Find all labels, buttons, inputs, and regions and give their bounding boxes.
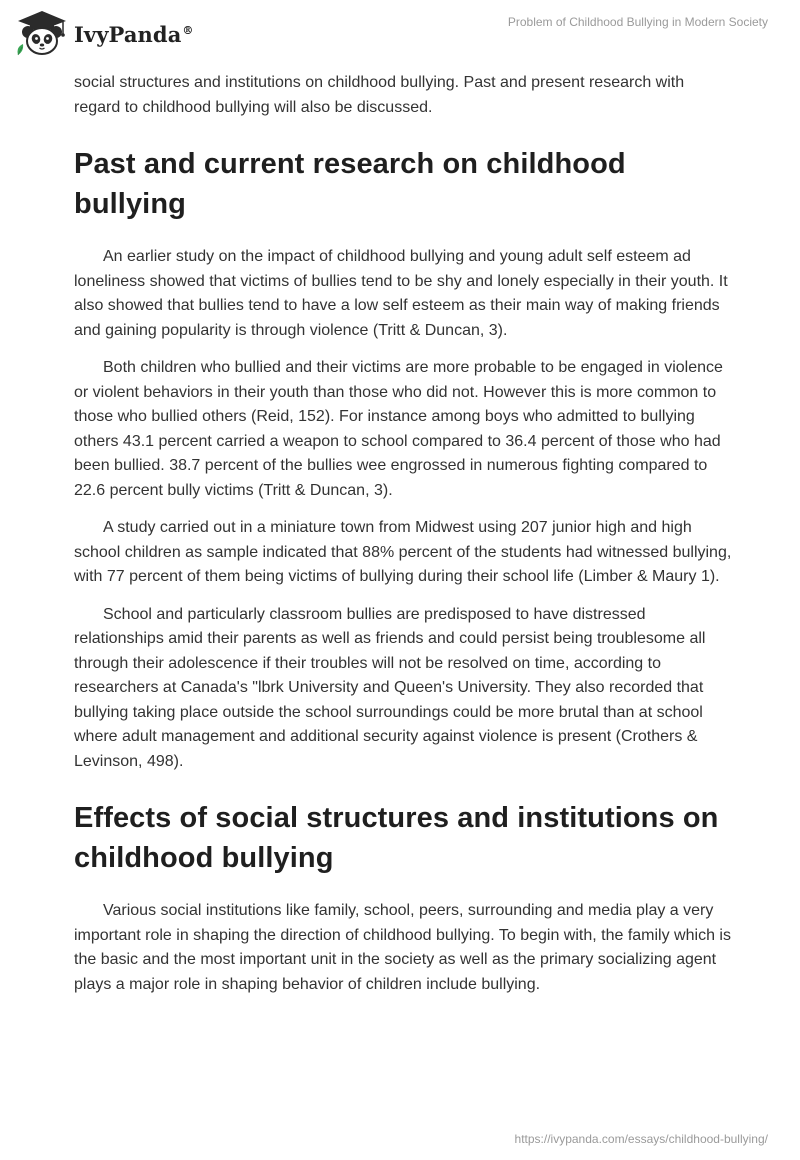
paragraph: A study carried out in a miniature town from Midwest using 207 junior high and high school children as sample indicated that 88% percent of the students had witnessed bullying, with 77 percent of them being victims of bullying during their school life (Limber & Maury 1). <box>74 519 732 585</box>
essay-content <box>74 71 734 1010</box>
brand-logo[interactable] <box>14 9 194 57</box>
section-heading-effects: Effects of social structures and institutions on childhood bullying <box>74 802 719 874</box>
page-header <box>0 0 800 70</box>
paragraph: Both children who bullied and their victims are more probable to be engaged in violence or violent behaviors in their youth than those who did not. However this is more common to those who bullied others (Reid, 152). For instance among boys who admitted to bullying others 43.1 percent carried a weapon to school compared to 36.4 percent of those who had been bullied. 38.7 percent of the bullies wee engrossed in numerous fighting compared to 22.6 percent bully victims (Tritt & Duncan, 3). <box>74 359 723 499</box>
section-heading-research: Past and current research on childhood bullying <box>74 148 626 220</box>
paragraph: School and particularly classroom bullies are predisposed to have distressed relationships amid their parents as well as friends and could persist being troublesome all through their adolescence if their troubles will not be resolved on time, according to researchers at Canada's "lbrk University and Queen's University. They also recorded that bullying taking place outside the school surroundings could be more brutal than at school where adult management and additional security against violence is present (Crothers & Levinson, 498). <box>74 605 706 770</box>
intro-continuation-paragraph: social structures and institutions on childhood bullying. Past and present research with regard to childhood bullying will also be discussed. <box>74 74 685 116</box>
registered-mark: ® <box>182 23 194 37</box>
panda-graduation-cap-icon <box>14 9 70 57</box>
paragraph: An earlier study on the impact of childhood bullying and young adult self esteem ad loneliness showed that victims of bullies tend to be shy and lonely especially in their youth. It also showed that bullies tend to have a low self esteem as their main way of making friends and gaining popularity is through violence (Tritt & Duncan, 3). <box>74 248 728 339</box>
footer-source-url[interactable]: https://ivypanda.com/essays/childhood-bullying/ <box>514 1132 768 1146</box>
paragraph: Various social institutions like family, school, peers, surrounding and media play a very important role in shaping the direction of childhood bullying. To begin with, the family which is the basic and the most important unit in the society as well as the primary socializing agent plays a major role in shaping behavior of children include bullying. <box>74 902 731 993</box>
document-title: Problem of Childhood Bullying in Modern Society <box>507 15 768 29</box>
brand-name: IvyPanda® <box>74 21 194 47</box>
